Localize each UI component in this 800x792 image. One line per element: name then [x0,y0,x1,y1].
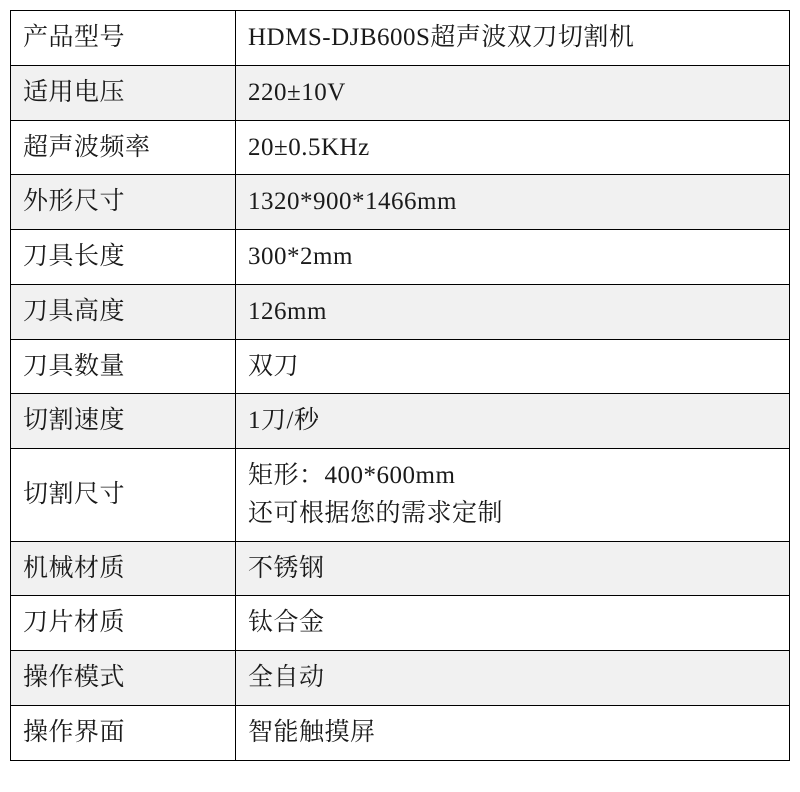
spec-label-cell: 刀片材质 [11,596,236,651]
table-row [11,11,790,66]
spec-value-line: 智能触摸屏 [248,718,376,746]
spec-value-cell [236,541,790,596]
table-row [11,230,790,285]
spec-value-cell [236,65,790,120]
spec-value-cell [236,651,790,706]
table-row [11,175,790,230]
spec-label-cell: 切割速度 [11,394,236,449]
spec-value-cell [236,175,790,230]
spec-label-cell: 刀具高度 [11,284,236,339]
spec-value-line: 还可根据您的需求定制 [248,499,504,527]
spec-label-cell: 机械材质 [11,541,236,596]
spec-value-cell [236,705,790,760]
spec-value-cell [236,120,790,175]
spec-label-cell: 超声波频率 [11,120,236,175]
spec-value-cell [236,230,790,285]
spec-value-line: 220±10V [248,78,346,106]
spec-value-cell [236,11,790,66]
spec-label-cell: 刀具长度 [11,230,236,285]
spec-label-cell: 适用电压 [11,65,236,120]
table-row [11,449,790,542]
spec-label-cell: 刀具数量 [11,339,236,394]
table-row [11,394,790,449]
table-row [11,596,790,651]
spec-value-cell [236,284,790,339]
spec-value-line: 300*2mm [248,243,353,270]
spec-value-cell [236,394,790,449]
spec-label-cell: 操作模式 [11,651,236,706]
spec-value-line: 不锈钢 [248,554,325,582]
table-row [11,541,790,596]
spec-value-line: 126mm [248,297,327,325]
spec-value-line: 钛合金 [248,609,325,637]
spec-value-line: 双刀 [248,352,300,380]
spec-label-cell: 外形尺寸 [11,175,236,230]
spec-label-cell: 产品型号 [11,11,236,66]
spec-value-line: 20±0.5KHz [248,133,370,161]
specifications-table [10,10,790,761]
spec-value-cell [236,339,790,394]
spec-value-cell [236,449,790,542]
table-row [11,705,790,760]
spec-label-cell: 切割尺寸 [11,449,236,542]
spec-value-cell [236,596,790,651]
table-row [11,339,790,394]
spec-value-line: 1刀/秒 [248,407,320,435]
table-row [11,65,790,120]
spec-value-line: 矩形：400*600mm [248,462,456,489]
spec-label-cell: 操作界面 [11,705,236,760]
table-row [11,284,790,339]
spec-value-line: 1320*900*1466mm [248,188,457,216]
table-row [11,120,790,175]
spec-value-line: 全自动 [248,664,325,691]
table-row [11,651,790,706]
specifications-table-body [11,11,790,761]
spec-value-line: HDMS-DJB600S超声波双刀切割机 [248,24,635,51]
